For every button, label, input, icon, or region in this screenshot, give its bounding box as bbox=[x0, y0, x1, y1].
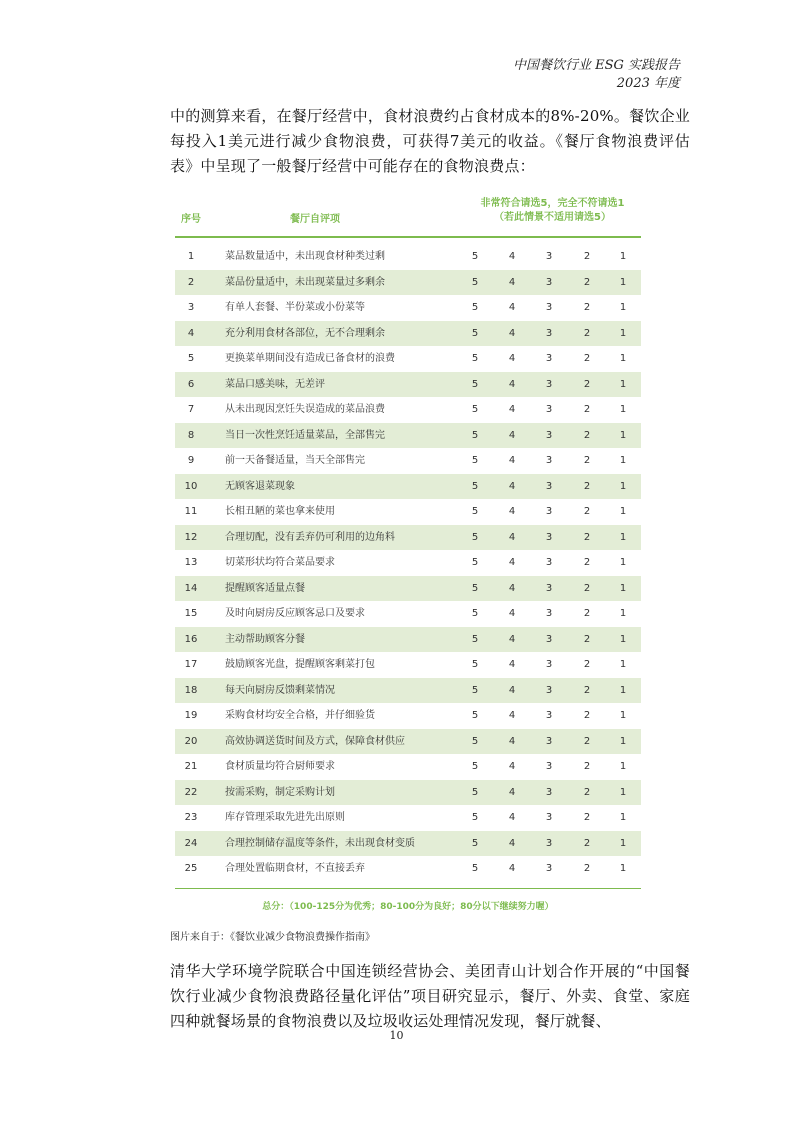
row-number: 12 bbox=[184, 531, 198, 543]
score-option: 2 bbox=[583, 557, 591, 568]
table-row bbox=[175, 372, 641, 398]
score-option: 1 bbox=[619, 710, 627, 721]
score-option: 3 bbox=[545, 684, 553, 696]
score-option: 2 bbox=[583, 786, 591, 798]
row-number: 19 bbox=[184, 710, 198, 721]
score-option: 1 bbox=[619, 506, 627, 517]
score-option: 2 bbox=[583, 251, 591, 262]
table-row bbox=[175, 729, 641, 755]
score-option: 5 bbox=[471, 863, 479, 874]
row-item: 合理处置临期食材，不直接丢弃 bbox=[225, 863, 365, 874]
row-item: 从未出现因烹饪失误造成的菜品浪费 bbox=[225, 404, 385, 415]
row-item: 提醒顾客适量点餐 bbox=[225, 582, 305, 594]
row-item: 充分利用食材各部位，无不合理剩余 bbox=[225, 327, 385, 339]
score-option: 5 bbox=[471, 353, 479, 364]
footer-rule bbox=[175, 888, 641, 890]
score-option: 1 bbox=[619, 863, 627, 874]
row-item: 无顾客退菜现象 bbox=[225, 480, 295, 492]
score-option: 2 bbox=[583, 837, 591, 849]
score-option: 2 bbox=[583, 455, 591, 466]
row-item: 鼓励顾客光盘，提醒顾客剩菜打包 bbox=[225, 659, 375, 670]
score-option: 4 bbox=[508, 812, 516, 823]
score-option: 5 bbox=[471, 812, 479, 823]
row-number: 2 bbox=[187, 276, 195, 288]
row-item: 菜品份量适中，未出现菜量过多剩余 bbox=[225, 276, 385, 288]
score-option: 4 bbox=[508, 633, 516, 645]
score-option: 1 bbox=[619, 353, 627, 364]
score-option: 5 bbox=[471, 633, 479, 645]
row-number: 9 bbox=[187, 455, 195, 466]
column-header-number: 序号 bbox=[181, 214, 201, 225]
score-option: 3 bbox=[545, 710, 553, 721]
score-option: 2 bbox=[583, 378, 591, 390]
score-option: 3 bbox=[545, 327, 553, 339]
score-option: 2 bbox=[583, 327, 591, 339]
table-body bbox=[175, 244, 641, 882]
row-number: 20 bbox=[184, 735, 198, 747]
score-option: 4 bbox=[508, 582, 516, 594]
table-row bbox=[175, 474, 641, 500]
row-number: 23 bbox=[184, 812, 198, 823]
score-option: 3 bbox=[545, 404, 553, 415]
score-option: 5 bbox=[471, 659, 479, 670]
table-row bbox=[175, 321, 641, 347]
row-number: 15 bbox=[184, 608, 198, 619]
row-number: 25 bbox=[184, 863, 198, 874]
row-item: 切菜形状均符合菜品要求 bbox=[225, 557, 335, 568]
row-item: 及时向厨房反应顾客忌口及要求 bbox=[225, 608, 365, 619]
score-option: 3 bbox=[545, 251, 553, 262]
scale-instruction: 非常符合请选5，完全不符请选1 bbox=[480, 198, 625, 209]
score-option: 3 bbox=[545, 863, 553, 874]
report-title: 中国餐饮行业 ESG 实践报告 bbox=[512, 58, 680, 73]
score-option: 1 bbox=[619, 684, 627, 696]
intro-paragraph: 中的测算来看，在餐厅经营中，食材浪费约占食材成本的8%-20%。餐饮企业每投入1美元进行减少食物浪费，可获得7美元的收益。《餐厅食物浪费评估表》中呈现了一般餐厅经营中可能存在的食物浪费点： bbox=[170, 107, 690, 175]
score-option: 3 bbox=[545, 837, 553, 849]
score-option: 5 bbox=[471, 276, 479, 288]
score-option: 5 bbox=[471, 710, 479, 721]
row-number: 18 bbox=[184, 684, 198, 696]
table-row bbox=[175, 831, 641, 857]
row-number: 5 bbox=[187, 353, 195, 364]
score-option: 4 bbox=[508, 302, 516, 313]
report-header bbox=[513, 57, 680, 93]
score-option: 4 bbox=[508, 327, 516, 339]
table-row bbox=[175, 499, 641, 525]
table-row bbox=[175, 805, 641, 831]
row-number: 13 bbox=[184, 557, 198, 568]
score-option: 1 bbox=[619, 837, 627, 849]
score-option: 2 bbox=[583, 506, 591, 517]
score-option: 5 bbox=[471, 378, 479, 390]
table-row bbox=[175, 856, 641, 882]
score-option: 2 bbox=[583, 812, 591, 823]
row-item: 更换菜单期间没有造成已备食材的浪费 bbox=[225, 353, 395, 364]
score-option: 2 bbox=[583, 633, 591, 645]
score-option: 4 bbox=[508, 531, 516, 543]
score-option: 3 bbox=[545, 302, 553, 313]
row-number: 4 bbox=[187, 327, 195, 339]
row-number: 6 bbox=[187, 378, 195, 390]
score-option: 2 bbox=[583, 302, 591, 313]
score-option: 2 bbox=[583, 353, 591, 364]
score-option: 3 bbox=[545, 455, 553, 466]
row-number: 21 bbox=[184, 761, 198, 772]
score-option: 4 bbox=[508, 480, 516, 492]
row-number: 14 bbox=[184, 582, 198, 594]
score-option: 5 bbox=[471, 429, 479, 441]
score-option: 5 bbox=[471, 608, 479, 619]
score-option: 3 bbox=[545, 506, 553, 517]
row-number: 1 bbox=[187, 251, 195, 262]
table-row bbox=[175, 423, 641, 449]
score-option: 1 bbox=[619, 608, 627, 619]
score-option: 2 bbox=[583, 582, 591, 594]
score-option: 3 bbox=[545, 608, 553, 619]
score-option: 2 bbox=[583, 276, 591, 288]
score-option: 3 bbox=[545, 582, 553, 594]
table-row bbox=[175, 703, 641, 729]
row-item: 合理切配，没有丢弃仍可利用的边角料 bbox=[225, 531, 395, 543]
score-option: 1 bbox=[619, 531, 627, 543]
total-score-note: 总分：（100-125分为优秀；80-100分为良好；80分以下继续努力喔） bbox=[262, 902, 554, 912]
score-option: 3 bbox=[545, 353, 553, 364]
score-option: 5 bbox=[471, 837, 479, 849]
scale-note: （若此情景不适用请选5） bbox=[494, 212, 611, 223]
score-option: 3 bbox=[545, 429, 553, 441]
score-option: 2 bbox=[583, 684, 591, 696]
score-option: 3 bbox=[545, 786, 553, 798]
score-option: 3 bbox=[545, 557, 553, 568]
table-row bbox=[175, 576, 641, 602]
score-option: 1 bbox=[619, 480, 627, 492]
score-option: 2 bbox=[583, 429, 591, 441]
table-row bbox=[175, 627, 641, 653]
score-option: 4 bbox=[508, 378, 516, 390]
score-option: 5 bbox=[471, 327, 479, 339]
row-item: 菜品口感美味，无差评 bbox=[225, 378, 325, 390]
score-option: 5 bbox=[471, 531, 479, 543]
score-option: 4 bbox=[508, 353, 516, 364]
row-number: 17 bbox=[184, 659, 198, 670]
row-item: 每天向厨房反馈剩菜情况 bbox=[225, 684, 335, 696]
row-number: 22 bbox=[184, 786, 198, 798]
row-item: 主动帮助顾客分餐 bbox=[225, 633, 305, 645]
score-option: 5 bbox=[471, 302, 479, 313]
score-option: 1 bbox=[619, 557, 627, 568]
page-number: 10 bbox=[389, 1029, 404, 1042]
row-item: 合理控制储存温度等条件，未出现食材变质 bbox=[225, 837, 415, 849]
score-option: 5 bbox=[471, 684, 479, 696]
score-option: 2 bbox=[583, 404, 591, 415]
score-option: 1 bbox=[619, 327, 627, 339]
table-row bbox=[175, 678, 641, 704]
image-source: 图片来自于：《餐饮业减少食物浪费操作指南》 bbox=[170, 932, 375, 943]
score-option: 1 bbox=[619, 633, 627, 645]
score-option: 1 bbox=[619, 429, 627, 441]
row-item: 食材质量均符合厨师要求 bbox=[225, 761, 335, 772]
score-option: 5 bbox=[471, 582, 479, 594]
row-number: 24 bbox=[184, 837, 198, 849]
score-option: 5 bbox=[471, 506, 479, 517]
table-row bbox=[175, 525, 641, 551]
score-option: 4 bbox=[508, 557, 516, 568]
score-option: 4 bbox=[508, 276, 516, 288]
row-number: 11 bbox=[184, 506, 198, 517]
score-option: 4 bbox=[508, 429, 516, 441]
table-row bbox=[175, 754, 641, 780]
report-year: 2023 年度 bbox=[616, 76, 680, 91]
waste-assessment-table bbox=[175, 192, 641, 912]
score-option: 5 bbox=[471, 761, 479, 772]
table-row bbox=[175, 346, 641, 372]
score-option: 4 bbox=[508, 659, 516, 670]
score-option: 4 bbox=[508, 761, 516, 772]
score-option: 3 bbox=[545, 378, 553, 390]
row-item: 有单人套餐、半份菜或小份菜等 bbox=[225, 302, 365, 313]
score-option: 5 bbox=[471, 404, 479, 415]
score-option: 3 bbox=[545, 276, 553, 288]
column-header-item: 餐厅自评项 bbox=[290, 214, 340, 225]
table-row bbox=[175, 270, 641, 296]
score-option: 1 bbox=[619, 455, 627, 466]
score-option: 3 bbox=[545, 812, 553, 823]
score-option: 4 bbox=[508, 863, 516, 874]
row-item: 采购食材均安全合格，并仔细验货 bbox=[225, 710, 375, 721]
score-option: 5 bbox=[471, 557, 479, 568]
table-row bbox=[175, 397, 641, 423]
score-option: 3 bbox=[545, 761, 553, 772]
score-option: 3 bbox=[545, 735, 553, 747]
row-item: 前一天备餐适量，当天全部售完 bbox=[225, 455, 365, 466]
score-option: 1 bbox=[619, 378, 627, 390]
table-row bbox=[175, 652, 641, 678]
table-header bbox=[175, 192, 641, 236]
row-item: 高效协调送货时间及方式，保障食材供应 bbox=[225, 735, 405, 747]
score-option: 4 bbox=[508, 455, 516, 466]
score-option: 2 bbox=[583, 863, 591, 874]
score-option: 5 bbox=[471, 480, 479, 492]
score-option: 1 bbox=[619, 302, 627, 313]
row-number: 10 bbox=[184, 480, 198, 492]
score-option: 5 bbox=[471, 251, 479, 262]
score-option: 4 bbox=[508, 786, 516, 798]
score-option: 4 bbox=[508, 506, 516, 517]
score-option: 2 bbox=[583, 480, 591, 492]
score-option: 2 bbox=[583, 659, 591, 670]
score-option: 2 bbox=[583, 735, 591, 747]
score-option: 1 bbox=[619, 276, 627, 288]
body-paragraph: 清华大学环境学院联合中国连锁经营协会、美团青山计划合作开展的“中国餐饮行业减少食物浪费路径量化评估”项目研究显示，餐厅、外卖、食堂、家庭四种就餐场景的食物浪费以及垃圾收运处理情况发现，餐厅就餐、 bbox=[170, 962, 690, 1030]
column-header-scale bbox=[465, 197, 640, 225]
table-row bbox=[175, 550, 641, 576]
score-option: 1 bbox=[619, 786, 627, 798]
row-number: 8 bbox=[187, 429, 195, 441]
score-option: 1 bbox=[619, 659, 627, 670]
score-option: 3 bbox=[545, 531, 553, 543]
header-rule bbox=[175, 236, 641, 238]
score-option: 4 bbox=[508, 608, 516, 619]
score-option: 2 bbox=[583, 761, 591, 772]
score-option: 4 bbox=[508, 251, 516, 262]
score-option: 3 bbox=[545, 480, 553, 492]
score-option: 2 bbox=[583, 608, 591, 619]
row-number: 16 bbox=[184, 633, 198, 645]
score-option: 1 bbox=[619, 735, 627, 747]
score-option: 4 bbox=[508, 735, 516, 747]
score-option: 4 bbox=[508, 710, 516, 721]
table-row bbox=[175, 244, 641, 270]
table-row bbox=[175, 780, 641, 806]
score-option: 1 bbox=[619, 812, 627, 823]
table-row bbox=[175, 448, 641, 474]
row-number: 7 bbox=[187, 404, 195, 415]
score-option: 2 bbox=[583, 531, 591, 543]
score-option: 1 bbox=[619, 582, 627, 594]
row-item: 当日一次性烹饪适量菜品，全部售完 bbox=[225, 429, 385, 441]
score-option: 5 bbox=[471, 735, 479, 747]
score-option: 2 bbox=[583, 710, 591, 721]
score-option: 4 bbox=[508, 684, 516, 696]
score-option: 4 bbox=[508, 404, 516, 415]
row-item: 按需采购，制定采购计划 bbox=[225, 786, 335, 798]
score-option: 3 bbox=[545, 659, 553, 670]
score-option: 1 bbox=[619, 251, 627, 262]
score-option: 5 bbox=[471, 455, 479, 466]
score-option: 3 bbox=[545, 633, 553, 645]
table-row bbox=[175, 295, 641, 321]
row-item: 长相丑陋的菜也拿来使用 bbox=[225, 506, 335, 517]
row-item: 菜品数量适中，未出现食材种类过剩 bbox=[225, 251, 385, 262]
score-option: 4 bbox=[508, 837, 516, 849]
row-number: 3 bbox=[187, 302, 195, 313]
score-option: 1 bbox=[619, 404, 627, 415]
score-option: 5 bbox=[471, 786, 479, 798]
table-row bbox=[175, 601, 641, 627]
row-item: 库存管理采取先进先出原则 bbox=[225, 812, 345, 823]
score-option: 1 bbox=[619, 761, 627, 772]
